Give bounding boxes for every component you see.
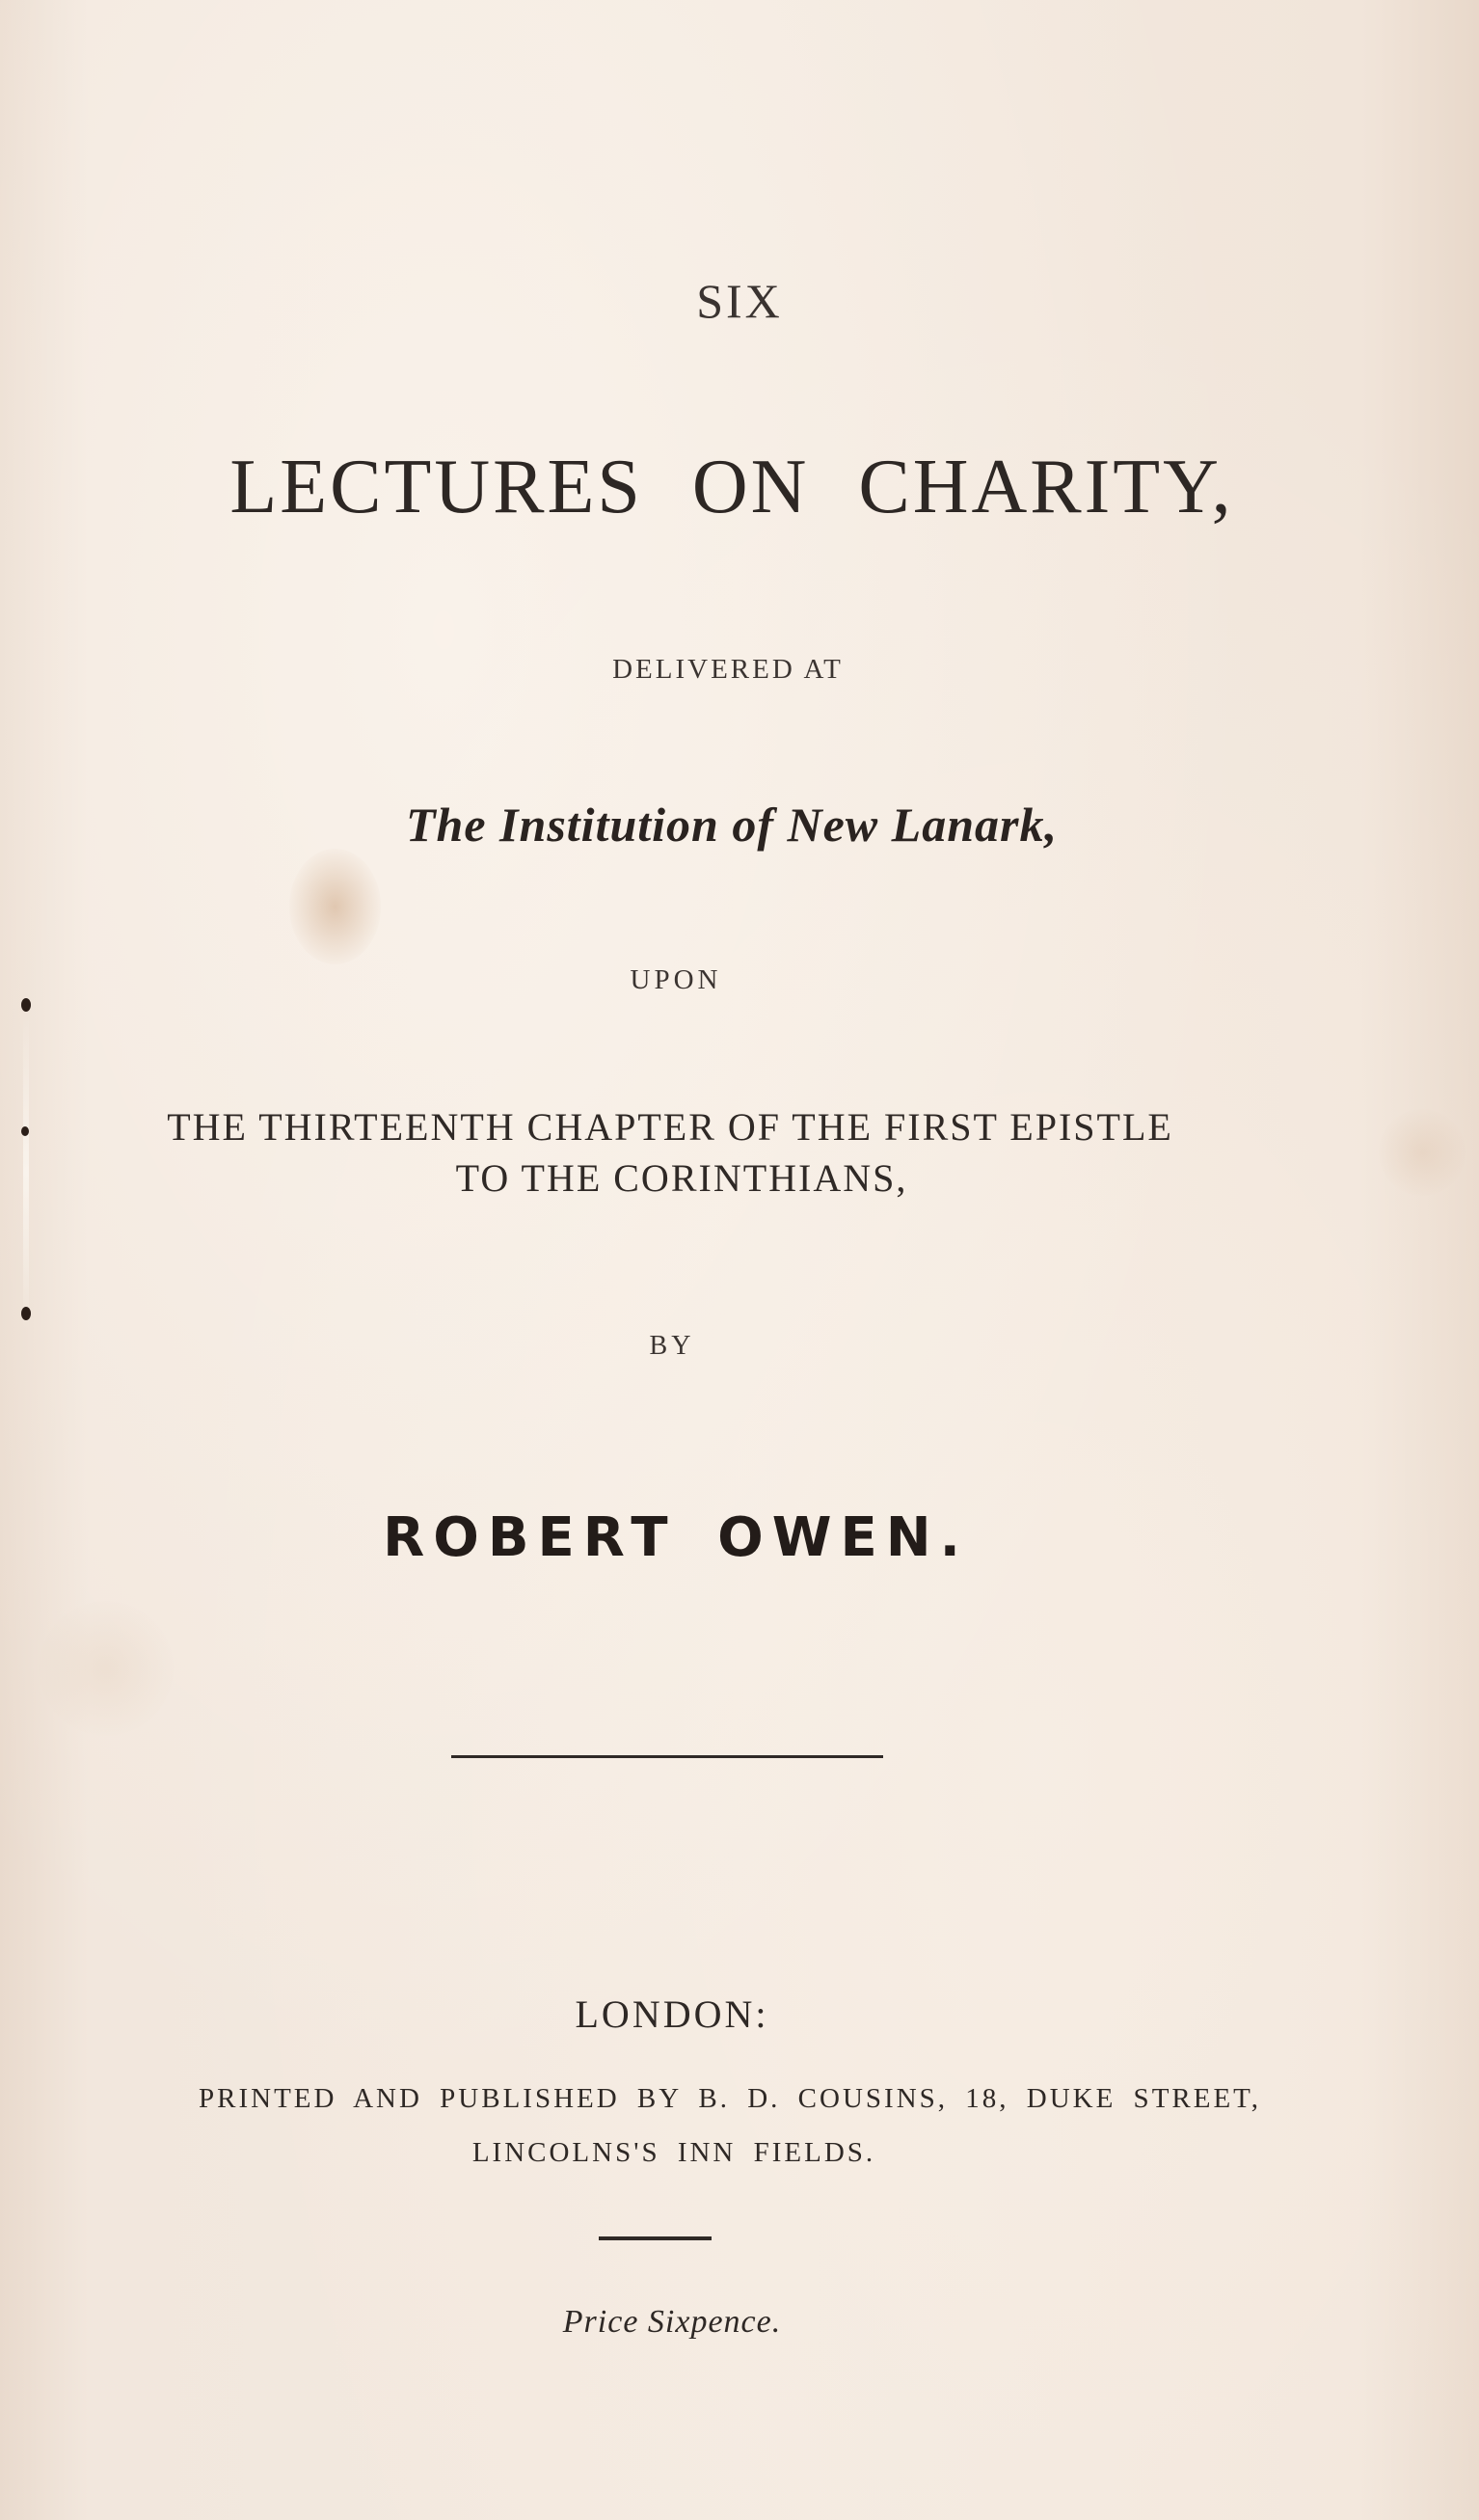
imprint-location: LINCOLNS'S INN FIELDS. bbox=[471, 2137, 876, 2168]
divider-rule bbox=[451, 1755, 883, 1758]
binding-stitch-hole bbox=[21, 1307, 31, 1320]
foxing-stain bbox=[39, 1601, 174, 1736]
chapter-line-2: TO THE CORINTHIANS, bbox=[455, 1156, 908, 1200]
binding-stitch-hole bbox=[21, 998, 31, 1012]
imprint-printer: PRINTED AND PUBLISHED BY B. D. COUSINS, 18, DUKE STREET, bbox=[199, 2083, 1261, 2114]
imprint-city: LONDON: bbox=[575, 1992, 769, 2036]
title-number: SIX bbox=[696, 274, 783, 328]
price-line: Price Sixpence. bbox=[562, 2304, 782, 2340]
chapter-line-1: THE THIRTEENTH CHAPTER OF THE FIRST EPISTLE bbox=[167, 1105, 1173, 1149]
institution-line: The Institution of New Lanark, bbox=[406, 798, 1058, 852]
foxing-stain bbox=[289, 849, 381, 964]
main-title: LECTURES ON CHARITY, bbox=[229, 445, 1234, 529]
delivered-at-line: DELIVERED AT bbox=[612, 654, 844, 685]
by-line: BY bbox=[649, 1331, 695, 1361]
short-divider-rule bbox=[599, 2236, 712, 2240]
author-name: ROBERT OWEN. bbox=[383, 1506, 969, 1569]
upon-line: UPON bbox=[630, 964, 722, 995]
